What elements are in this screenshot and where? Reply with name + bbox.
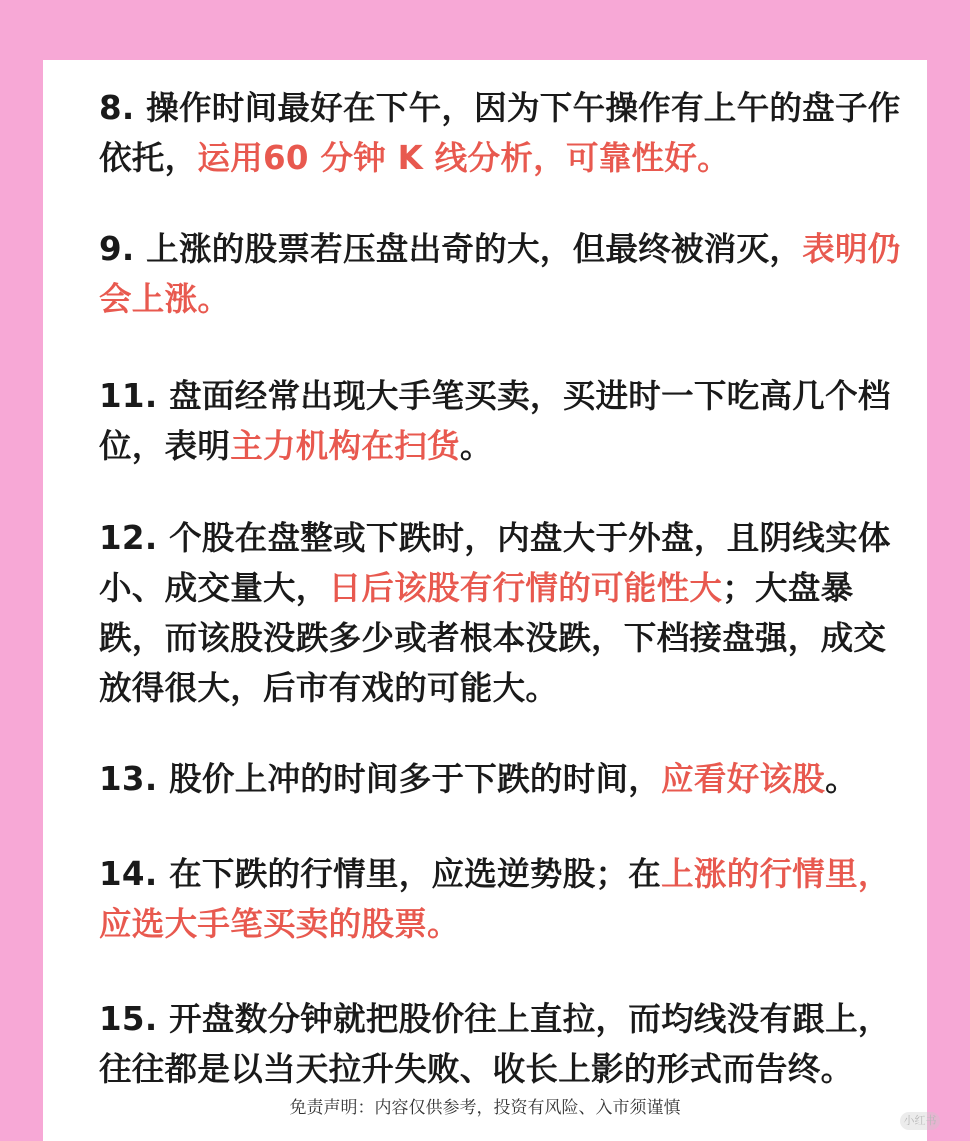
tip-13 [99,754,909,804]
highlighted-text: 应看好该股 [661,760,826,798]
tip-12 [99,513,909,713]
watermark-logo: 小红书 [900,1112,940,1130]
tip-text: ；大盘暴跌，而该股没跌多少或者根本没跌，下档接盘强，成交放得很大，后市有戏的可能大。 [99,569,887,707]
tip-text: 8. 操作时间最好在下午，因为下午操作有上午的盘子作依托， [99,89,901,177]
highlighted-text: 日后该股有行情的可能性大 [328,569,723,607]
tip-text: 15. 开盘数分钟就把股价往上直拉，而均线没有跟上，往往都是以当天拉升失败、收长上影的形式而告终。 [99,1000,891,1088]
highlighted-text: 表明仍会上涨。 [99,230,901,318]
tip-9 [99,224,909,324]
highlighted-text: 运用60 分钟 K 线分析，可靠性好。 [197,139,730,177]
tip-text: 。 [459,427,493,465]
tip-11 [99,371,909,471]
highlighted-text: 上涨的行情里，应选大手笔买卖的股票。 [99,855,891,943]
disclaimer-text: 免责声明：内容仅供参考，投资有风险、入市须谨慎 [289,1098,681,1118]
tip-8 [99,83,909,183]
tip-text: 14. 在下跌的行情里，应选逆势股；在 [99,855,662,893]
tip-15 [99,994,909,1094]
tip-text: 12. 个股在盘整或下跌时，内盘大于外盘，且阴线实体小、成交量大， [99,519,891,607]
tip-text: 。 [825,760,858,798]
tip-text: 13. 股价上冲的时间多于下跌的时间， [99,760,662,798]
tip-text: 9. 上涨的股票若压盘出奇的大，但最终被消灭， [99,230,803,268]
tip-text: 11. 盘面经常出现大手笔买卖，买进时一下吃高几个档位，表明 [99,377,891,465]
highlighted-text: 主力机构在扫货 [230,427,460,465]
tip-14 [99,849,909,949]
